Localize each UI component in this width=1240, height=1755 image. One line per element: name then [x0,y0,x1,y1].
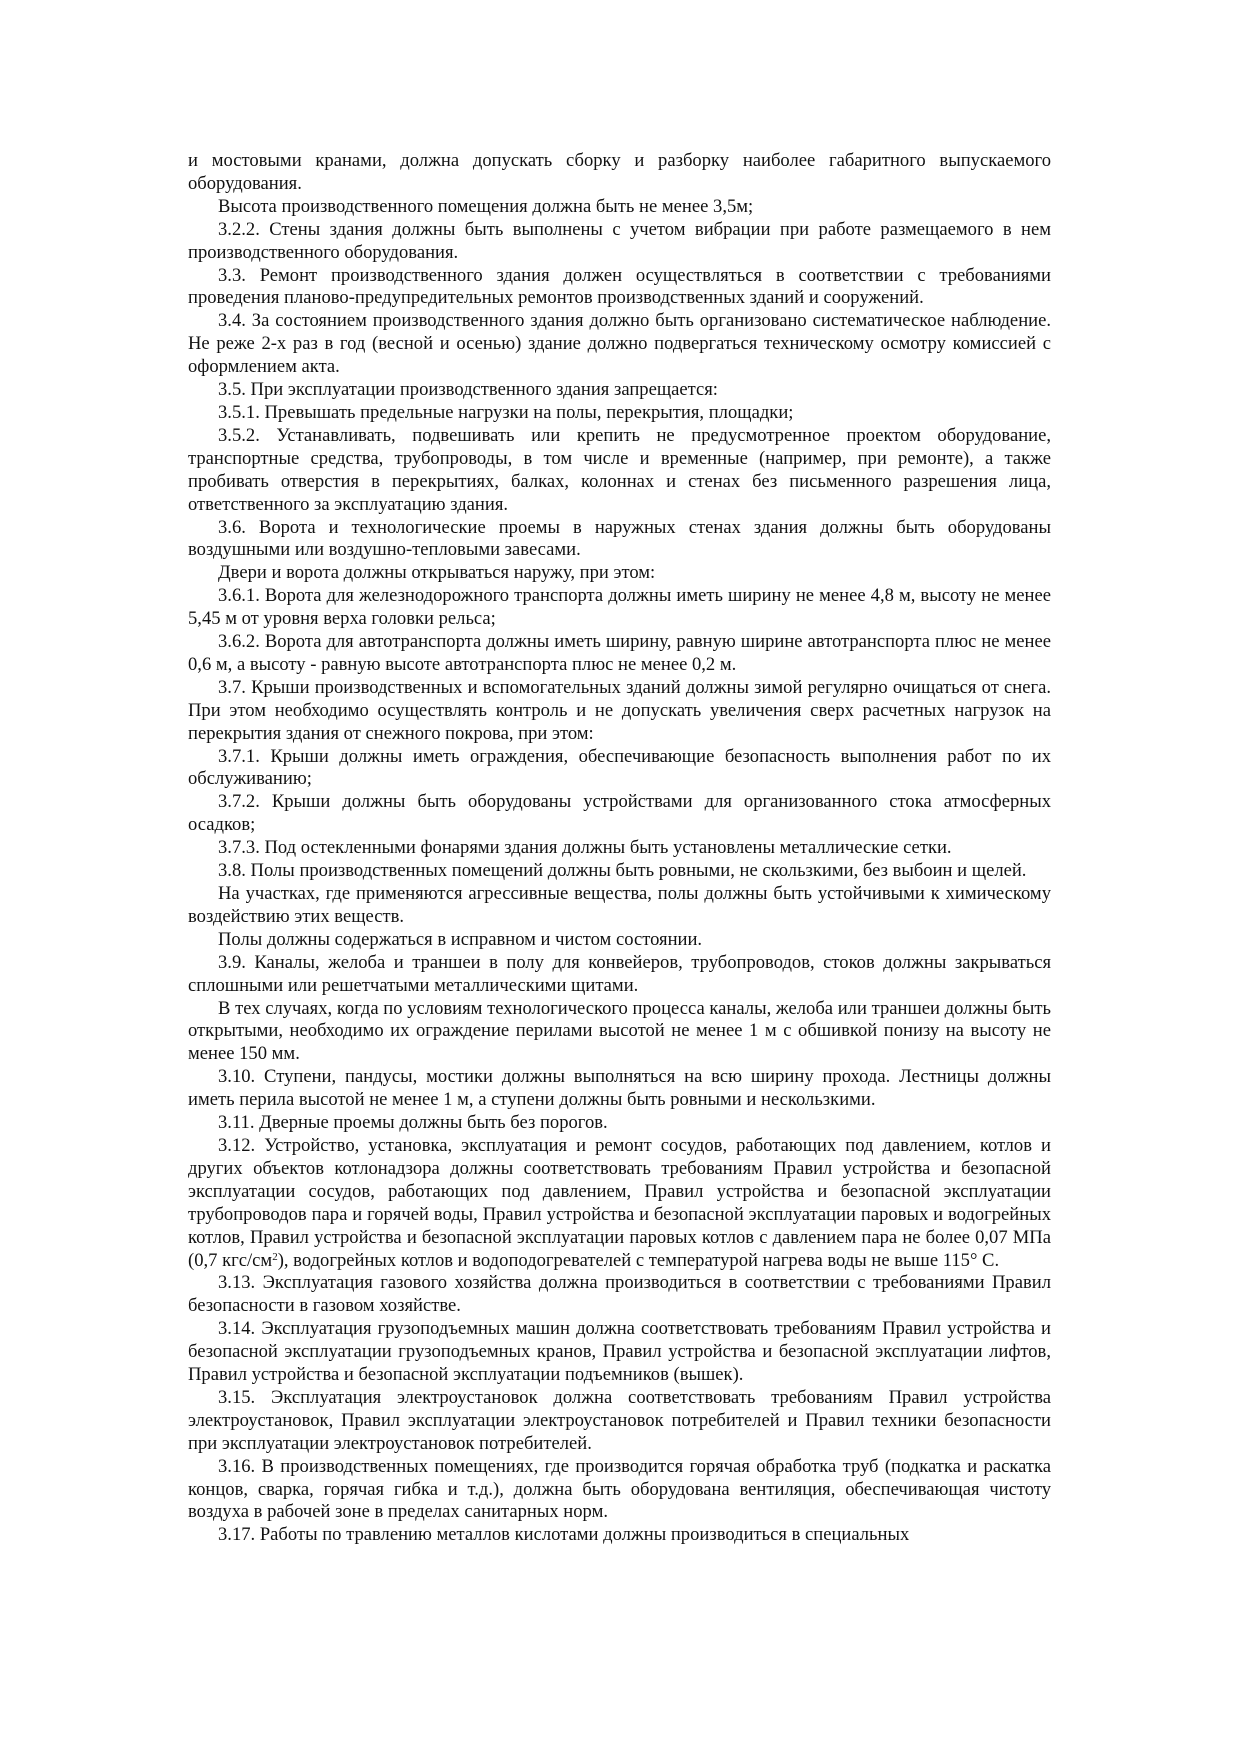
paragraph-text: 3.16. В производственных помещениях, где производится горячая обработка труб (подкатка и раскатка концов, сварка, горячая гибка и т.д.), должна быть оборудована вентиляция, обеспечивающая чистоту воздуха в рабочей зоне в пределах санитарных норм. [188,1455,1051,1523]
document-paragraph [188,517,1051,563]
paragraph-text: 3.3. Ремонт производственного здания должен осуществляться в соответствии с требованиями проведения планово-предупредительных ремонтов производственных зданий и сооружений. [188,264,1051,309]
document-paragraph [188,631,1051,677]
paragraph-text: 3.2.2. Стены здания должны быть выполнены с учетом вибрации при работе размещаемого в нем производственного оборудования. [188,218,1051,263]
paragraph-text: 3.9. Каналы, желоба и траншеи в полу для конвейеров, трубопроводов, стоков должны закрываться сплошными или решетчатыми металлическими щитами. [188,951,1051,996]
paragraph-text: 3.15. Эксплуатация электроустановок должна соответствовать требованиям Правил устройства электроустановок, Правил эксплуатации электроустановок потребителей и Правил техники безопасности при эксплуатации электроустановок потребителей. [188,1386,1051,1454]
document-paragraph [188,1112,1051,1135]
document-paragraph [188,883,1051,929]
document-paragraph [188,1272,1051,1318]
document-paragraph [188,1066,1051,1112]
paragraph-text: В тех случаях, когда по условиям технологического процесса каналы, желоба или траншеи должны быть открытыми, необходимо их ограждение перилами высотой не менее 1 м с обшивкой понизу на высоту не менее 150 мм. [188,997,1051,1065]
document-paragraph [188,585,1051,631]
document-paragraph [188,1387,1051,1456]
document-paragraph [188,998,1051,1067]
paragraph-text: 3.5.2. Устанавливать, подвешивать или крепить не предусмотренное проектом оборудование, транспортные средства, трубопроводы, в том числе и временные (например, при ремонте), а также пробивать отверстия в перекрытиях, балках, колоннах и стенах без письменного разрешения лица, ответственного за эксплуатацию здания. [188,424,1051,515]
paragraph-text: 3.7. Крыши производственных и вспомогательных зданий должны зимой регулярно очищаться от снега. При этом необходимо осуществлять контроль и не допускать увеличения сверх расчетных нагрузок на перекрытия здания от снежного покрова, при этом: [188,676,1051,744]
document-paragraph [188,860,1051,883]
paragraph-text: 3.13. Эксплуатация газового хозяйства должна производиться в соответствии с требованиями Правил безопасности в газовом хозяйстве. [188,1272,1051,1317]
paragraph-text: Двери и ворота должны открываться наружу, при этом: [218,562,656,584]
paragraph-text: 3.6.1. Ворота для железнодорожного транспорта должны иметь ширину не менее 4,8 м, высоту не менее 5,45 м от уровня верха головки рельса; [188,585,1051,630]
paragraph-text: 3.5.1. Превышать предельные нагрузки на полы, перекрытия, площадки; [218,401,794,423]
paragraph-text: 3.7.1. Крыши должны иметь ограждения, обеспечивающие безопасность выполнения работ по их обслуживанию; [188,745,1051,790]
paragraph-text: 3.11. Дверные проемы должны быть без порогов. [218,1112,608,1134]
document-paragraph [188,379,1051,402]
paragraph-text: На участках, где применяются агрессивные вещества, полы должны быть устойчивыми к химическому воздействию этих веществ. [188,883,1051,927]
document-paragraph [188,746,1051,792]
paragraph-text: 3.6. Ворота и технологические проемы в наружных стенах здания должны быть оборудованы воздушными или воздушно-тепловыми завесами. [188,516,1051,561]
paragraph-text: 3.17. Работы по травлению металлов кислотами должны производиться в специальных [218,1524,910,1546]
document-paragraph [188,952,1051,998]
document-paragraph [188,310,1051,379]
paragraph-text-tail: ), водогрейных котлов и водоподогревателей с температурой нагрева воды не выше 115° С. [277,1249,1000,1271]
document-paragraph [188,402,1051,425]
document-page [188,150,1051,1547]
document-paragraph [188,196,1051,219]
document-paragraph [188,425,1051,517]
superscript: 2 [272,1250,278,1263]
document-paragraph [188,1318,1051,1387]
paragraph-text: Полы должны содержаться в исправном и чистом состоянии. [218,928,703,950]
document-paragraph [188,265,1051,311]
document-paragraph [188,929,1051,952]
document-paragraph [188,677,1051,746]
document-paragraph [188,791,1051,837]
document-paragraph [188,150,1051,196]
document-paragraph [188,562,1051,585]
document-paragraph [188,1456,1051,1525]
paragraph-text: 3.10. Ступени, пандусы, мостики должны выполняться на всю ширину прохода. Лестницы должны иметь перила высотой не менее 1 м, а ступени должны быть ровными и нескользкими. [188,1066,1051,1111]
paragraph-text: и мостовыми кранами, должна допускать сборку и разборку наиболее габаритного выпускаемого оборудования. [188,150,1051,194]
paragraph-text: 3.7.3. Под остекленными фонарями здания должны быть установлены металлические сетки. [218,837,952,859]
paragraph-text: 3.8. Полы производственных помещений должны быть ровными, не скользкими, без выбоин и щелей. [218,860,1027,882]
paragraph-text: Высота производственного помещения должна быть не менее 3,5м; [218,195,754,217]
document-paragraph [188,1524,1051,1547]
paragraph-text: 3.6.2. Ворота для автотранспорта должны иметь ширину, равную ширине автотранспорта плюс не менее 0,6 м, а высоту - равную высоте автотранспорта плюс не менее 0,2 м. [188,631,1051,675]
paragraph-text: 3.14. Эксплуатация грузоподъемных машин должна соответствовать требованиям Правил устройства и безопасной эксплуатации грузоподъемных кранов, Правил устройства и безопасной эксплуатации лифтов, Правил устройства и безопасной эксплуатации подъемников (вышек). [188,1318,1051,1386]
paragraph-text: 3.5. При эксплуатации производственного здания запрещается: [218,379,718,401]
paragraph-text: 3.7.2. Крыши должны быть оборудованы устройствами для организованного стока атмосферных осадков; [188,791,1051,836]
paragraph-text: 3.4. За состоянием производственного здания должно быть организовано систематическое наблюдение. Не реже 2-х раз в год (весной и осенью) здание должно подвергаться техническому осмотру комиссией с оформлением акта. [188,310,1051,378]
paragraph-text: 3.12. Устройство, установка, эксплуатация и ремонт сосудов, работающих под давлением, котлов и других объектов котлонадзора должны соответствовать требованиям Правил устройства и безопасной эксплуатации сосудов, работающих под давлением, Правил устройства и безопасной эксплуатации трубопроводов пара и горячей воды, Правил устройства и безопасной эксплуатации паровых и водогрейных котлов, Правил устройства и безопасной эксплуатации паровых котлов с давлением пара не более 0,07 МПа (0,7 кгс/см [188,1134,1051,1271]
document-paragraph [188,219,1051,265]
document-paragraph [188,837,1051,860]
document-paragraph [188,1135,1051,1272]
